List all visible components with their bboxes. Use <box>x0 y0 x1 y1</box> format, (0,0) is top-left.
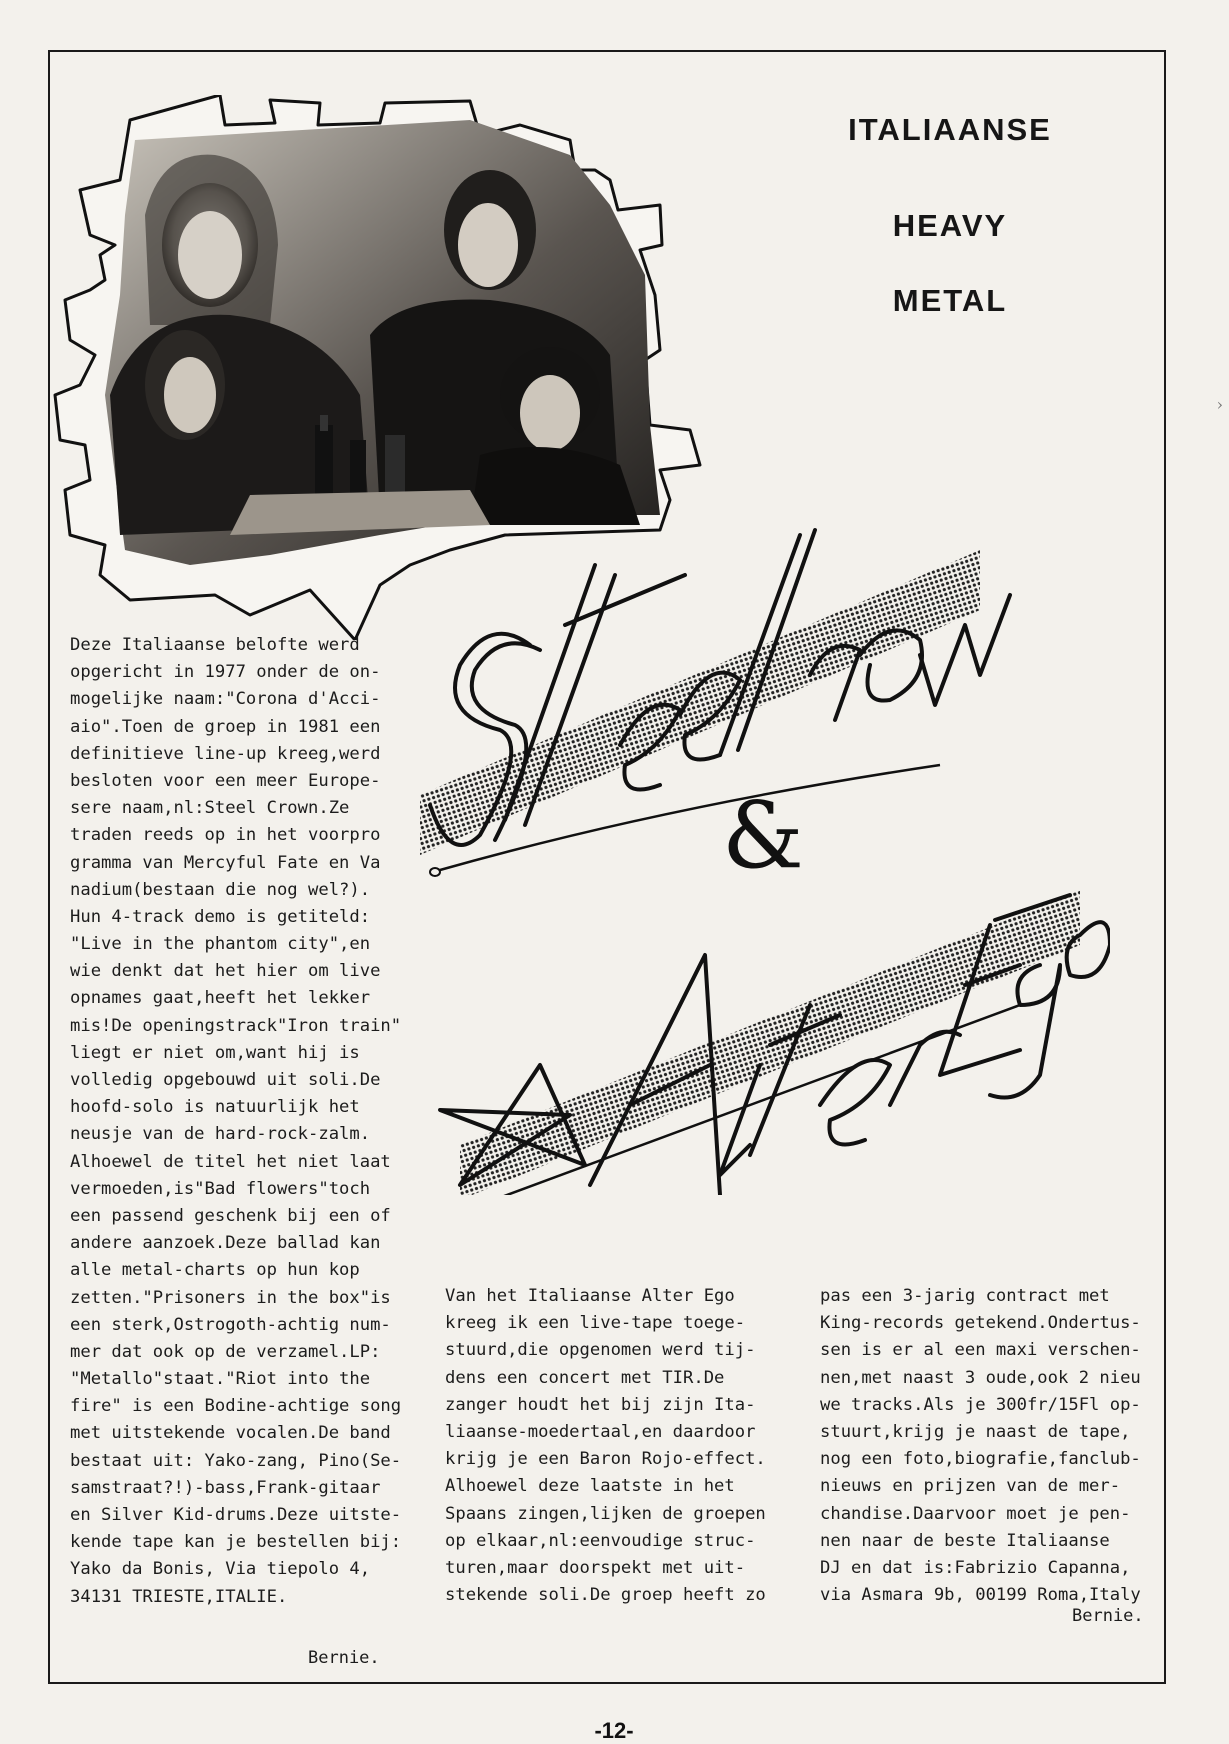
article-middle-column <box>445 1283 766 1609</box>
article-line: opgericht in 1977 onder de on- <box>70 662 381 683</box>
article-line: bestaat uit: Yako-zang, Pino(Se- <box>70 1450 402 1471</box>
article-line: vermoeden,is"Bad flowers"toch <box>70 1178 371 1199</box>
article-line: gramma van Mercyful Fate en Va <box>70 852 381 873</box>
article-line: aio".Toen de groep in 1981 een <box>70 716 381 737</box>
heading-line-1: ITALIAANSE <box>848 112 1052 147</box>
article-line: Yako da Bonis, Via tiepolo 4, <box>70 1559 371 1580</box>
article-line: kreeg ik een live-tape toege- <box>445 1313 746 1334</box>
article-line: Alhoewel deze laatste in het <box>445 1476 735 1497</box>
article-line: opnames gaat,heeft het lekker <box>70 988 371 1009</box>
article-line: een passend geschenk bij een of <box>70 1205 391 1226</box>
margin-mark: › <box>1216 395 1223 414</box>
article-line: neusje van de hard-rock-zalm. <box>70 1124 371 1145</box>
article-line: alle metal-charts op hun kop <box>70 1260 360 1281</box>
article-line: nieuws en prijzen van de mer- <box>820 1476 1121 1497</box>
page-number: -12- <box>594 1718 634 1743</box>
heading-line-2: HEAVY <box>892 208 1008 243</box>
article-line: besloten voor een meer Europe- <box>70 770 381 791</box>
article-line: Hun 4-track demo is getiteld: <box>70 906 371 927</box>
article-line: stekende soli.De groep heeft zo <box>445 1585 766 1606</box>
article-line: en Silver Kid-drums.Deze uitste- <box>70 1505 402 1525</box>
article-right-signature: Bernie. <box>1072 1606 1144 1626</box>
article-line: liaanse-moedertaal,en daardoor <box>445 1421 756 1442</box>
article-line: mer dat ook op de verzamel.LP: <box>70 1341 381 1362</box>
article-line: volledig opgebouwd uit soli.De <box>70 1070 381 1090</box>
article-line: andere aanzoek.Deze ballad kan <box>70 1233 381 1254</box>
article-line: nog een foto,biografie,fanclub- <box>820 1449 1141 1470</box>
article-line: nen,met naast 3 oude,ook 2 nieu <box>820 1367 1141 1388</box>
halftone-stripe-1 <box>420 550 980 855</box>
article-line: pas een 3-jarig contract met <box>820 1286 1110 1306</box>
article-line: zanger houdt het bij zijn Ita- <box>445 1394 756 1415</box>
article-line: nen naar de beste Italiaanse <box>820 1530 1110 1551</box>
article-line: met uitstekende vocalen.De band <box>70 1423 391 1444</box>
article-line: Spaans zingen,lijken de groepen <box>445 1503 766 1524</box>
article-line: kende tape kan je bestellen bij: <box>70 1532 402 1553</box>
article-line: mogelijke naam:"Corona d'Acci- <box>70 689 381 710</box>
article-line: krijg je een Baron Rojo-effect. <box>445 1449 766 1470</box>
article-left-column <box>70 632 401 1611</box>
article-line: stuurd,die opgenomen werd tij- <box>445 1340 756 1361</box>
article-line: wie denkt dat het hier om live <box>70 961 381 982</box>
article-line: Alhoewel de titel het niet laat <box>70 1151 391 1172</box>
article-line: chandise.Daarvoor moet je pen- <box>820 1503 1131 1524</box>
article-line: DJ en dat is:Fabrizio Capanna, <box>820 1557 1131 1578</box>
article-line: Van het Italiaanse Alter Ego <box>445 1286 735 1306</box>
article-line: hoofd-solo is natuurlijk het <box>70 1097 360 1118</box>
article-line: sere naam,nl:Steel Crown.Ze <box>70 798 350 819</box>
article-line: mis!De openingstrack"Iron train" <box>70 1015 402 1036</box>
article-line: sen is er al een maxi verschen- <box>820 1340 1141 1361</box>
article-line: fire" is een Bodine-achtige song <box>70 1396 402 1417</box>
ampersand: & <box>722 782 804 889</box>
article-left-signature: Bernie. <box>308 1648 380 1668</box>
article-line: 34131 TRIESTE,ITALIE. <box>70 1586 288 1607</box>
article-line: een sterk,Ostrogoth-achtig num- <box>70 1314 391 1335</box>
article-line: Deze Italiaanse belofte werd <box>70 635 360 655</box>
article-line: op elkaar,nl:eenvoudige struc- <box>445 1530 756 1551</box>
article-line: stuurt,krijg je naast de tape, <box>820 1421 1131 1442</box>
article-line: traden reeds op in het voorpro <box>70 825 381 846</box>
article-line: samstraat?!)-bass,Frank-gitaar <box>70 1477 381 1498</box>
article-line: definitieve line-up kreeg,werd <box>70 743 381 764</box>
article-line: dens een concert met TIR.De <box>445 1367 725 1388</box>
article-line: liegt er niet om,want hij is <box>70 1042 360 1063</box>
article-line: King-records getekend.Ondertus- <box>820 1313 1141 1334</box>
article-line: zetten."Prisoners in the box"is <box>70 1287 391 1308</box>
article-right-column <box>820 1283 1141 1609</box>
article-line: we tracks.Als je 300fr/15Fl op- <box>820 1394 1141 1415</box>
article-line: via Asmara 9b, 00199 Roma,Italy <box>820 1585 1141 1606</box>
article-line: turen,maar doorspekt met uit- <box>445 1557 746 1578</box>
heading-line-3: METAL <box>892 283 1008 318</box>
article-line: "Live in the phantom city",en <box>70 934 371 955</box>
article-line: nadium(bestaan die nog wel?). <box>70 879 371 900</box>
article-line: "Metallo"staat."Riot into the <box>70 1369 371 1390</box>
